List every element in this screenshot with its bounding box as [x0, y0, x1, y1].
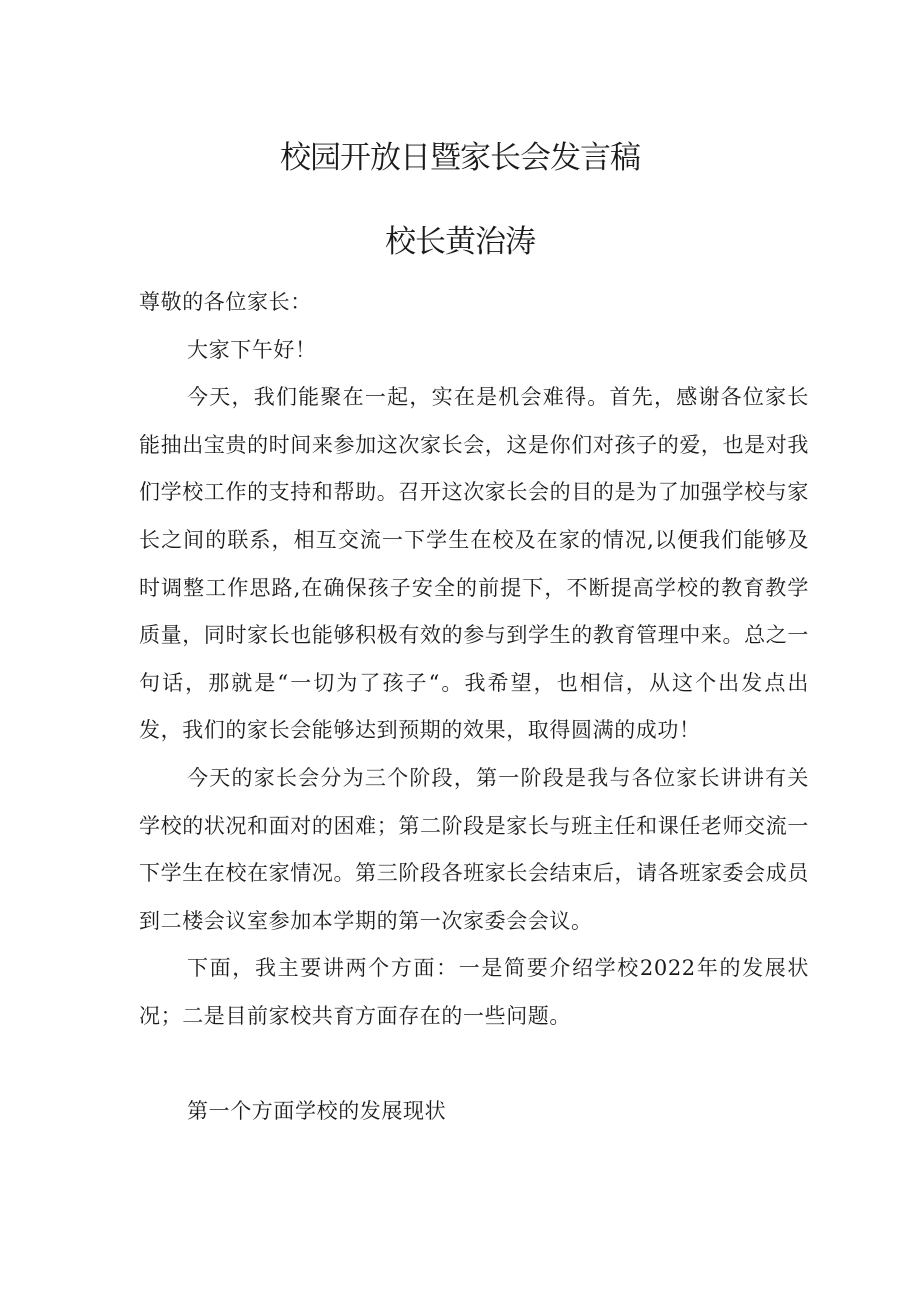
document-body: [139, 279, 809, 1136]
section-heading: 第一个方面学校的发展现状: [187, 1099, 447, 1124]
paragraph-1: 今天，我们能聚在一起，实在是机会难得。首先，感谢各位家长能抽出宝贵的时间来参加这次家长会，这是你们对孩子的爱，也是对我们学校工作的支持和帮助。召开这次家长会的目的是为了加强学校与家长之间的联系，相互交流一下学生在校及在家的情况,以便我们能够及时调整工作思路,在确保孩子安全的前提下，不断提高学校的教育教学质量，同时家长也能够积极有效的参与到学生的教育管理中来。总之一句话，那就是“一切为了孩子“。我希望，也相信，从这个出发点出发，我们的家长会能够达到预期的效果，取得圆满的成功！: [139, 385, 809, 743]
paragraph-2: 今天的家长会分为三个阶段，第一阶段是我与各位家长讲讲有关学校的状况和面对的困难；第二阶段是家长与班主任和课任老师交流一下学生在校在家情况。第三阶段各班家长会结束后，请各班家委会成员到二楼会议室参加本学期的第一次家委会会议。: [139, 765, 809, 933]
paragraph-3: 下面，我主要讲两个方面：一是简要介绍学校2022年的发展状况；二是目前家校共育方面存在的一些问题。: [139, 956, 809, 1028]
salutation: 尊敬的各位家长：: [139, 290, 312, 314]
document-title: 校园开放日暨家长会发言稿: [280, 140, 640, 176]
author-line: 校长黄治涛: [385, 224, 535, 260]
greeting: 大家下午好！: [187, 337, 317, 362]
